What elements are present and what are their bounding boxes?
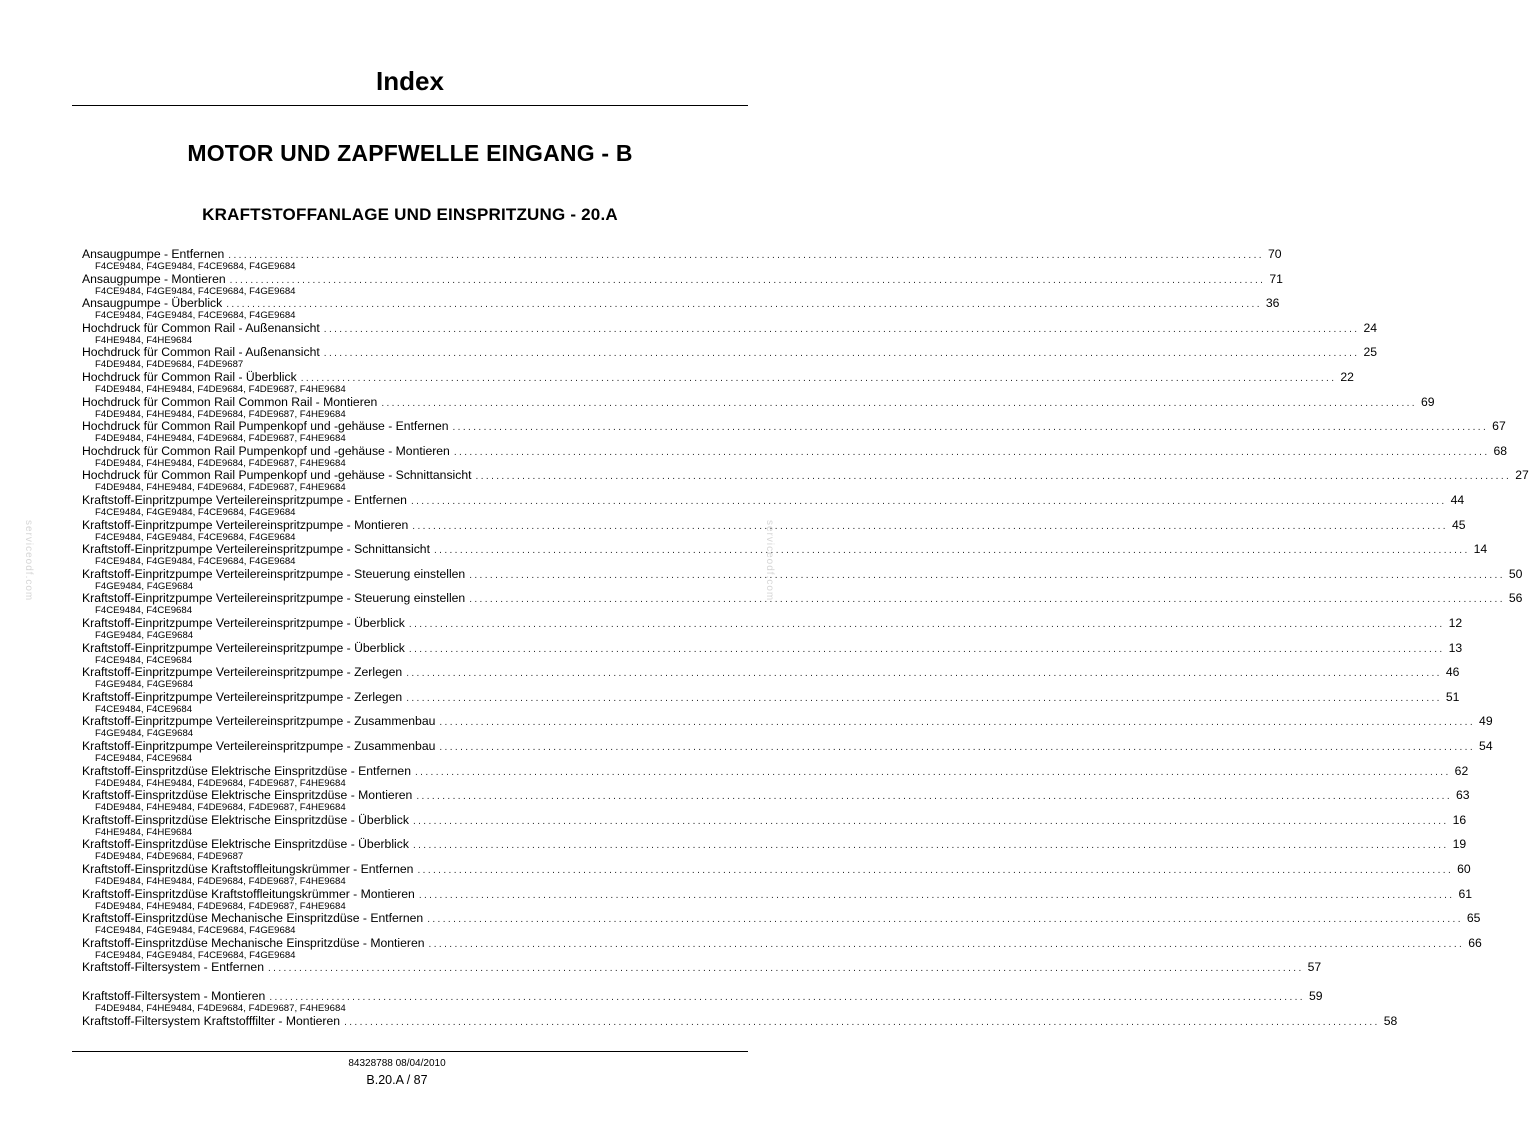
header-rule: [72, 105, 748, 106]
entry-model-list: F4DE9484, F4HE9484, F4DE9684, F4DE9687, F4HE9684: [95, 384, 346, 395]
entry-model-list: F4HE9484, F4HE9684: [95, 334, 193, 346]
entry-model-list: F4CE9484, F4CE9684: [95, 703, 193, 715]
page-number: B.20.A / 87: [366, 1073, 428, 1087]
entry-page-number: 36: [1265, 296, 1280, 311]
dot-leader: ........................................................................................................................................................................................................: [410, 496, 1447, 507]
index-entry[interactable]: [82, 812, 1467, 828]
entry-model-list: F4GE9484, F4GE9684: [95, 630, 194, 641]
dot-leader: ........................................................................................................................................................................................................: [323, 323, 1360, 335]
index-entry[interactable]: [82, 296, 1280, 311]
entry-title: Ansaugpumpe - Montieren: [82, 271, 226, 286]
dot-leader: ........................................................................................................................................................................................................: [469, 569, 1505, 581]
entry-title: Kraftstoff-Einpritzpumpe Verteilereinspritzpumpe - Überblick: [82, 616, 405, 630]
index-entry[interactable]: [82, 517, 1466, 533]
entry-page-number: 50: [1508, 566, 1523, 581]
entry-title: Ansaugpumpe - Überblick: [82, 296, 223, 311]
entry-model-list: F4CE9484, F4CE9684: [95, 605, 193, 617]
entry-page-number: 22: [1340, 370, 1354, 384]
dot-leader: ........................................................................................................................................................................................................: [267, 963, 1304, 975]
entry-page-number: 49: [1479, 714, 1493, 729]
entry-page-number: 58: [1383, 1013, 1398, 1028]
entry-model-list: F4DE9484, F4HE9484, F4DE9684, F4DE9687, F4HE9684: [95, 457, 346, 469]
entry-page-number: 51: [1445, 689, 1460, 704]
entry-title: Kraftstoff-Einpritzpumpe Verteilereinspritzpumpe - Zerlegen: [82, 665, 403, 680]
dot-leader: ........................................................................................................................................................................................................: [417, 865, 1454, 876]
index-entry[interactable]: [82, 443, 1508, 459]
dot-leader: ........................................................................................................................................................................................................: [408, 643, 1445, 655]
chapter-title: MOTOR UND ZAPFWELLE EINGANG - B: [187, 140, 633, 166]
dot-leader: ........................................................................................................................................................................................................: [344, 1016, 1380, 1028]
entry-page-number: 24: [1363, 320, 1377, 335]
entry-model-list: F4CE9484, F4GE9484, F4CE9684, F4GE9684: [95, 310, 296, 322]
entry-title: Kraftstoff-Filtersystem - Entfernen: [82, 960, 264, 975]
entry-page-number: 13: [1448, 640, 1463, 655]
dot-leader: ........................................................................................................................................................................................................: [428, 938, 1465, 950]
index-entry[interactable]: [82, 616, 1463, 631]
entry-model-list: F4DE9484, F4HE9484, F4DE9684, F4DE9687, F4HE9684: [95, 900, 346, 912]
index-entry[interactable]: [82, 345, 1377, 360]
entry-model-list: F4CE9484, F4GE9484, F4CE9684, F4GE9684: [95, 531, 296, 543]
index-entry[interactable]: [82, 320, 1377, 336]
index-entry[interactable]: [82, 689, 1460, 705]
dot-leader: ........................................................................................................................................................................................................: [226, 299, 1262, 311]
section-title: KRAFTSTOFFANLAGE UND EINSPRITZUNG - 20.A: [202, 205, 618, 224]
entry-title: Hochdruck für Common Rail Pumpenkopf und -gehäuse - Montieren: [82, 443, 450, 458]
entry-model-list: F4DE9484, F4HE9484, F4DE9684, F4DE9687, F4HE9684: [95, 482, 346, 494]
dot-leader: ........................................................................................................................................................................................................: [300, 373, 1337, 384]
entry-model-list: F4CE9484, F4CE9684: [95, 753, 193, 764]
dot-leader: ........................................................................................................................................................................................................: [415, 766, 1451, 778]
entry-title: Hochdruck für Common Rail Pumpenkopf und -gehäuse - Schnittansicht: [82, 468, 472, 483]
dot-leader: ........................................................................................................................................................................................................: [427, 914, 1463, 926]
entry-page-number: 63: [1456, 788, 1470, 803]
entry-title: Hochdruck für Common Rail - Außenansicht: [82, 320, 320, 335]
dot-leader: ........................................................................................................................................................................................................: [406, 668, 1442, 680]
entry-title: Kraftstoff-Filtersystem Kraftstofffilter - Montieren: [82, 1013, 341, 1028]
index-entry[interactable]: [82, 989, 1323, 1004]
entry-model-list: F4DE9484, F4HE9484, F4DE9684, F4DE9687, F4HE9684: [95, 802, 346, 814]
entry-model-list: F4CE9484, F4GE9484, F4CE9684, F4GE9684: [95, 285, 296, 297]
entry-page-number: 61: [1458, 886, 1473, 901]
document-number: 84328788 08/04/2010: [348, 1058, 446, 1069]
dot-leader: ........................................................................................................................................................................................................: [408, 619, 1445, 630]
index-entry[interactable]: [82, 862, 1471, 877]
entry-model-list: F4CE9484, F4GE9484, F4CE9684, F4GE9684: [95, 925, 296, 937]
entry-title: Kraftstoff-Einspritzdüse Elektrische Einspritzdüse - Entfernen: [82, 763, 411, 778]
index-entry[interactable]: [82, 370, 1354, 385]
entry-page-number: 46: [1445, 665, 1460, 680]
entry-title: Kraftstoff-Einpritzpumpe Verteilereinspritzpumpe - Montieren: [82, 517, 409, 532]
entry-model-list: F4DE9484, F4HE9484, F4DE9684, F4DE9687, F4HE9684: [95, 408, 346, 420]
index-entry[interactable]: [82, 911, 1481, 926]
dot-leader: ........................................................................................................................................................................................................: [406, 692, 1442, 704]
dot-leader: ........................................................................................................................................................................................................: [433, 545, 1470, 557]
entry-title: Hochdruck für Common Rail Pumpenkopf und -gehäuse - Entfernen: [82, 419, 449, 434]
entry-title: Kraftstoff-Einspritzdüse Mechanische Einspritzdüse - Montieren: [82, 935, 425, 950]
index-entry[interactable]: [82, 493, 1465, 508]
watermark-left: serviceodf.com: [23, 520, 34, 602]
entry-page-number: 54: [1479, 739, 1493, 753]
entry-title: Kraftstoff-Einspritzdüse Kraftstoffleitungskrümmer - Montieren: [82, 886, 415, 901]
entry-model-list: F4DE9484, F4HE9484, F4DE9684, F4DE9687, F4HE9684: [95, 876, 346, 887]
entry-title: Hochdruck für Common Rail Common Rail - Montieren: [82, 394, 378, 409]
entry-title: Ansaugpumpe - Entfernen: [82, 247, 225, 261]
entry-model-list: F4CE9484, F4GE9484, F4CE9684, F4GE9684: [95, 949, 296, 961]
dot-leader: ........................................................................................................................................................................................................: [475, 471, 1512, 483]
index-entry[interactable]: [82, 468, 1529, 483]
index-entry[interactable]: [82, 591, 1523, 606]
index-entry[interactable]: [82, 247, 1282, 262]
entry-title: Kraftstoff-Einpritzpumpe Verteilereinspritzpumpe - Steuerung einstellen: [82, 566, 466, 581]
entry-page-number: 27: [1515, 468, 1529, 483]
entry-page-number: 25: [1363, 345, 1377, 360]
index-entry[interactable]: [82, 960, 1322, 975]
entry-page-number: 56: [1508, 591, 1523, 606]
dot-leader: ........................................................................................................................................................................................................: [439, 742, 1476, 753]
entry-title: Kraftstoff-Einpritzpumpe Verteilereinspritzpumpe - Zusammenbau: [82, 714, 436, 729]
dot-leader: ........................................................................................................................................................................................................: [453, 446, 1490, 458]
entry-model-list: F4CE9484, F4CE9684: [95, 654, 193, 666]
entry-title: Kraftstoff-Einspritzdüse Elektrische Einspritzdüse - Überblick: [82, 837, 409, 852]
entry-page-number: 60: [1457, 862, 1471, 876]
index-entry[interactable]: [82, 788, 1470, 803]
index-entry[interactable]: [82, 394, 1435, 410]
entry-title: Hochdruck für Common Rail - Außenansicht: [82, 345, 320, 360]
index-entry[interactable]: [82, 714, 1493, 729]
entry-title: Kraftstoff-Einpritzpumpe Verteilereinspritzpumpe - Zerlegen: [82, 689, 403, 704]
entry-page-number: 45: [1451, 517, 1466, 532]
entry-page-number: 14: [1473, 542, 1488, 557]
dot-leader: ........................................................................................................................................................................................................: [469, 594, 1505, 606]
entry-page-number: 62: [1454, 763, 1469, 778]
index-entry[interactable]: [82, 566, 1523, 582]
entry-model-list: F4HE9484, F4HE9684: [95, 826, 193, 838]
entry-page-number: 57: [1307, 960, 1322, 975]
watermark-right: serviceodf.com: [764, 520, 775, 602]
dot-leader: ........................................................................................................................................................................................................: [229, 274, 1266, 286]
entry-page-number: 59: [1308, 989, 1323, 1003]
entry-title: Kraftstoff-Einpritzpumpe Verteilereinspritzpumpe - Steuerung einstellen: [82, 591, 466, 606]
dot-leader: ........................................................................................................................................................................................................: [228, 250, 1264, 261]
entry-title: Kraftstoff-Einpritzpumpe Verteilereinspritzpumpe - Überblick: [82, 640, 405, 655]
entry-title: Kraftstoff-Einpritzpumpe Verteilereinspritzpumpe - Schnittansicht: [82, 542, 430, 557]
entry-page-number: 68: [1493, 443, 1508, 458]
entry-page-number: 71: [1269, 271, 1283, 286]
entry-title: Hochdruck für Common Rail - Überblick: [82, 370, 297, 384]
index-entry[interactable]: [82, 542, 1488, 557]
entry-page-number: 65: [1466, 911, 1481, 926]
entry-model-list: F4DE9484, F4HE9484, F4DE9684, F4DE9687, F4HE9684: [95, 777, 346, 789]
entry-model-list: F4CE9484, F4GE9484, F4CE9684, F4GE9684: [95, 556, 296, 568]
entry-model-list: F4DE9484, F4HE9484, F4DE9684, F4DE9687, F4HE9684: [95, 1003, 346, 1014]
entry-title: Kraftstoff-Einpritzpumpe Verteilereinspritzpumpe - Entfernen: [82, 493, 407, 507]
entry-title: Kraftstoff-Einspritzdüse Kraftstoffleitungskrümmer - Entfernen: [82, 862, 414, 876]
entry-page-number: 16: [1452, 812, 1467, 827]
index-entry[interactable]: [82, 419, 1506, 434]
entry-page-number: 44: [1450, 493, 1465, 507]
index-entry[interactable]: [82, 935, 1482, 951]
index-entry[interactable]: [82, 1013, 1398, 1029]
dot-leader: ........................................................................................................................................................................................................: [416, 791, 1453, 803]
dot-leader: ........................................................................................................................................................................................................: [452, 422, 1489, 434]
entry-page-number: 66: [1468, 935, 1482, 950]
entry-model-list: F4GE9484, F4GE9684: [95, 728, 194, 740]
footer-rule: [72, 1051, 748, 1052]
index-entry[interactable]: [82, 665, 1460, 680]
index-entry[interactable]: [82, 271, 1283, 287]
entry-title: Kraftstoff-Einspritzdüse Mechanische Einspritzdüse - Entfernen: [82, 911, 424, 926]
index-entry[interactable]: [82, 763, 1469, 779]
entry-page-number: 69: [1420, 394, 1435, 409]
index-entry[interactable]: [82, 739, 1493, 754]
dot-leader: ........................................................................................................................................................................................................: [412, 815, 1449, 827]
entry-model-list: F4GE9484, F4GE9684: [95, 679, 194, 691]
entry-title: Kraftstoff-Filtersystem - Montieren: [82, 989, 266, 1003]
entry-model-list: F4CE9484, F4GE9484, F4CE9684, F4GE9684: [95, 261, 296, 272]
index-entry[interactable]: [82, 886, 1473, 902]
dot-leader: ........................................................................................................................................................................................................: [418, 889, 1455, 901]
dot-leader: ........................................................................................................................................................................................................: [269, 992, 1305, 1003]
dot-leader: ........................................................................................................................................................................................................: [439, 717, 1476, 729]
entry-page-number: 67: [1492, 419, 1506, 434]
entry-model-list: F4DE9484, F4DE9684, F4DE9687: [95, 359, 244, 371]
entry-title: Kraftstoff-Einspritzdüse Elektrische Einspritzdüse - Überblick: [82, 812, 409, 827]
entry-model-list: F4CE9484, F4GE9484, F4CE9684, F4GE9684: [95, 507, 296, 518]
entry-page-number: 19: [1452, 837, 1467, 852]
index-entry[interactable]: [82, 837, 1467, 852]
dot-leader: ........................................................................................................................................................................................................: [381, 397, 1417, 409]
dot-leader: ........................................................................................................................................................................................................: [412, 520, 1448, 532]
entry-model-list: F4DE9484, F4DE9684, F4DE9687: [95, 851, 244, 863]
dot-leader: ........................................................................................................................................................................................................: [323, 348, 1360, 360]
entry-page-number: 70: [1267, 247, 1282, 261]
entry-title: Kraftstoff-Einspritzdüse Elektrische Einspritzdüse - Montieren: [82, 788, 413, 803]
entry-model-list: F4DE9484, F4HE9484, F4DE9684, F4DE9687, F4HE9684: [95, 433, 346, 445]
entry-page-number: 12: [1448, 616, 1463, 630]
index-entry[interactable]: [82, 640, 1463, 656]
entry-model-list: F4GE9484, F4GE9684: [95, 580, 194, 592]
entry-title: Kraftstoff-Einpritzpumpe Verteilereinspritzpumpe - Zusammenbau: [82, 739, 436, 753]
dot-leader: ........................................................................................................................................................................................................: [412, 840, 1449, 852]
